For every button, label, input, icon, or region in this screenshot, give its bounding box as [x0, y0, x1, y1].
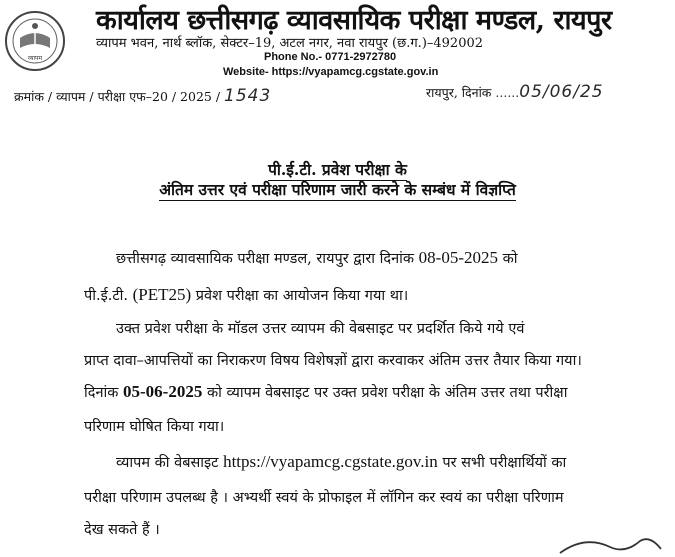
para2-line2: प्राप्त दावा–आपत्तियों का निराकरण विषय विशेषज्ञों द्वारा करवाकर अंतिम उत्तर तैयार किया गया। [84, 353, 582, 369]
logo-caption: व्यापम [27, 55, 43, 62]
para3-line2: परीक्षा परिणाम उपलब्ध है । अभ्यर्थी स्वयं के प्रोफाइल में लॉगिन कर स्वयं का परीक्षा परिणाम [84, 490, 564, 506]
p2-date: 05-06-2025 [123, 382, 203, 401]
website-label: Website- [223, 66, 269, 78]
para1-line2 [84, 285, 644, 305]
handwritten-number: 1543 [224, 86, 272, 106]
p3-text-b: पर सभी परीक्षार्थियों का [442, 455, 567, 471]
para2-line4: परिणाम घोषित किया गया। [84, 419, 225, 435]
org-title: कार्यालय छत्तीसगढ़ व्यावसायिक परीक्षा मण्डल, रायपुर [96, 5, 612, 36]
para1-line1 [116, 248, 675, 268]
p3-website-url[interactable]: https://vyapamcg.cgstate.gov.in [223, 452, 438, 471]
p1-text-a: छत्तीसगढ़ व्यावसायिक परीक्षा मण्डल, रायपुर द्वारा दिनांक [116, 251, 415, 267]
signature-stroke [555, 529, 665, 557]
para2-line3 [84, 382, 644, 402]
p2-text-a: दिनांक [84, 385, 119, 401]
reference-label: क्रमांक / व्यापम / परीक्षा एफ–20 / 2025 / [14, 89, 221, 104]
heading-line2-text: अंतिम उत्तर एवं परीक्षा परिणाम जारी करने के सम्बंध में विज्ञप्ति [159, 180, 516, 199]
reference-number [14, 86, 271, 106]
website-url[interactable]: https://vyapamcg.cgstate.gov.in [271, 66, 439, 78]
notice-heading-line1 [0, 158, 675, 180]
handwritten-date: 05/06/25 [519, 82, 604, 102]
p2-text-b: को व्यापम वेबसाइट पर उक्त प्रवेश परीक्षा के अंतिम उत्तर तथा परीक्षा [206, 385, 568, 401]
p1-exam-code: (PET25) [132, 285, 192, 304]
vyapam-logo [4, 10, 66, 72]
date-dots: ...... [495, 85, 520, 100]
org-address: व्यापम भवन, नार्थ ब्लॉक, सेक्टर–19, अटल नगर, नवा रायपुर (छ.ग.)–492002 [96, 36, 484, 51]
p3-text-a: व्यापम की वेबसाइट [116, 455, 219, 471]
phone-number: Phone No.- 0771-2972780 [264, 51, 397, 63]
notice-heading-line2 [0, 178, 675, 200]
para2-line1: उक्त प्रवेश परीक्षा के मॉडल उत्तर व्यापम की वेबसाइट पर प्रदर्शित किये गये एवं [116, 321, 525, 337]
website-line [223, 66, 438, 78]
para3-line1 [116, 452, 675, 472]
date-label: रायपुर, दिनांक [426, 85, 492, 100]
p1-date: 08-05-2025 [418, 248, 498, 267]
p1-text-b: को [502, 251, 518, 267]
para3-line3: देख सकते हैं । [84, 522, 160, 538]
heading-line1-text: पी.ई.टी. प्रवेश परीक्षा के [268, 160, 407, 179]
date-line [426, 82, 604, 102]
p1-text-c: पी.ई.टी. [84, 288, 129, 304]
p1-text-d: प्रवेश परीक्षा का आयोजन किया गया था। [195, 288, 409, 304]
